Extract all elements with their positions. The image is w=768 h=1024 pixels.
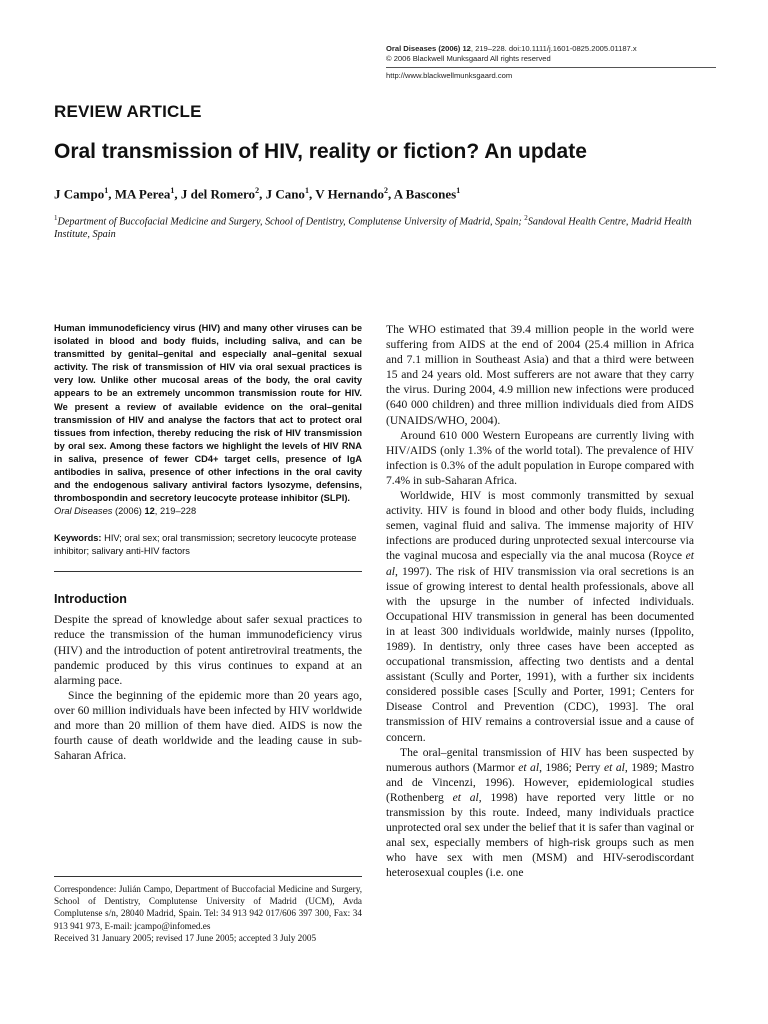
author: J del Romero [180, 186, 256, 202]
copyright-line: © 2006 Blackwell Munksgaard All rights reserved [386, 54, 551, 63]
affiliations: $^1$Department of Buccofacial Medicine and Surgery, School of Dentistry, Complutense University of Madrid, Spain; $^2$Sandoval Health Centre, Madrid Health Institute, Spain [54, 214, 692, 241]
section-divider [54, 571, 362, 572]
author-list: J Campo$^1$, MA Perea$^1$, J del Romero$^2$, J Cano$^1$, V Hernando$^2$, A Bascones$^1$ [54, 186, 461, 202]
paragraph: Worldwide, HIV is most commonly transmitted by sexual activity. HIV is found in blood and other body fluids, including semen, vaginal fluid and saliva. The immense majority of HIV infections are produced during unprotected sexual intercourse via the vaginal mucosa and especially via the anal mucosa (Royce et al, 1997). The risk of HIV transmission via oral secretions is an issue of growing interest to dental health professionals, above all with the upsurge in the number of infected individuals. Occupational HIV transmission in general has been documented in at least 300 individuals worldwide, mainly nurses (Ippolito, 1989). In dentistry, only three cases have been accepted as occupational transmission, affecting two dentists and a dental assistant (Scully and Porter, 1991), with a further six incidents considered possible cases [Scully and Porter, 1991; Centers for Disease Control and Prevention (CDC), 1993]. The oral transmission of HIV remains a controversial issue and a cause of concern. [386, 489, 694, 744]
author: J Campo [54, 186, 105, 202]
author: J Cano [265, 186, 305, 202]
paragraph: Despite the spread of knowledge about safer sexual practices to reduce the transmission of the human immunodeficiency virus (HIV) and the introduction of potent antiretroviral treatments, the pandemic produced by this virus continues to expand at an alarming pace. [54, 613, 362, 687]
journal-header [386, 44, 716, 81]
keywords: Keywords: HIV; oral sex; oral transmission; secretory leucocyte protease inhibitor; salivary anti-HIV factors [54, 533, 357, 557]
correspondence-text: Correspondence: Julián Campo, Department of Buccofacial Medicine and Surgery, School of Dentistry, Complutense University of Madrid (UCM), Avda Complutense s/n, 28040 Madrid, Spain. Tel: 34 913 942 017/606 397 300, Fax: 34 913 941 973, E-mail: jcampo@infomed.es [54, 884, 362, 931]
paragraph: Around 610 000 Western Europeans are currently living with HIV/AIDS (only 1.3% of the world total). The prevalence of HIV infection is 0.3% of the adult population in Europe compared with 7.4% in sub-Saharan Africa. [386, 428, 694, 487]
article-title: Oral transmission of HIV, reality or fiction? An update [54, 140, 587, 163]
introduction-body [54, 612, 362, 763]
journal-citation-line: Oral Diseases (2006) 12, 219–228. doi:10.1111/j.1601-0825.2005.01187.x [386, 44, 637, 53]
introduction-heading: Introduction [54, 592, 127, 607]
abstract-citation: Oral Diseases (2006) 12, 219–228 [54, 506, 197, 517]
paragraph: The oral–genital transmission of HIV has been suspected by numerous authors (Marmor et al, 1986; Perry et al, 1989; Mastro and de Vincenzi, 1996). However, epidemiological studies (Rothenberg et al, 1998) have reported very little or no transmission by this route. Indeed, many individuals practice unprotected oral sex under the belief that it is safer than vaginal or anal sex, especially members of high-risk groups such as men who have sex with men (MSM) and HIV-serodiscordant heterosexual couples (i.e. one [386, 745, 695, 880]
author: MA Perea [114, 186, 171, 202]
received-dates: Received 31 January 2005; revised 17 June 2005; accepted 3 July 2005 [54, 932, 317, 943]
publisher-url[interactable]: http://www.blackwellmunksgaard.com [386, 67, 716, 81]
right-column [386, 322, 694, 880]
paragraph: The WHO estimated that 39.4 million people in the world were suffering from AIDS at the end of 2004 (25.4 million in Africa and 7.1 million in Southeast Asia) and that a third were between 15 and 24 years old. Most sufferers are not aware that they carry the virus. During 2004, 4.9 million new infections were produced (640 000 children) and three million individuals died from AIDS (UNAIDS/WHO, 2004). [386, 323, 694, 427]
paragraph: Since the beginning of the epidemic more than 20 years ago, over 60 million individuals have been infected by HIV worldwide and more than 20 million of them have died. AIDS is now the fourth cause of death worldwide and the leading cause in sub-Saharan Africa. [54, 688, 362, 763]
correspondence-footnote [54, 876, 362, 944]
author: A Bascones [393, 186, 457, 202]
abstract: Human immunodeficiency virus (HIV) and many other viruses can be isolated in blood and body fluids, including saliva, and can be transmitted by genital–genital and especially anal–genital sexual activity. The risk of transmission of HIV via oral sexual practices is very low. Unlike other mucosal areas of the body, the oral cavity appears to be an extremely uncommon transmission route for HIV. We present a review of available evidence on the oral–genital transmission of HIV and analyse the factors that act to protect oral tissues from infection, thereby reducing the risk of HIV transmission by oral sex. Among these factors we highlight the levels of HIV RNA in saliva, presence of fewer CD4+ target cells, presence of IgA antibodies in saliva, presence of other infections in the oral cavity and the endogenous salivary antiviral factors lysozyme, defensins, thrombospondin and secretory leucocyte protease inhibitor (SLPI). [54, 323, 362, 504]
article-type-label: REVIEW ARTICLE [54, 102, 202, 121]
author: V Hernando [315, 186, 384, 202]
left-column [54, 322, 362, 763]
